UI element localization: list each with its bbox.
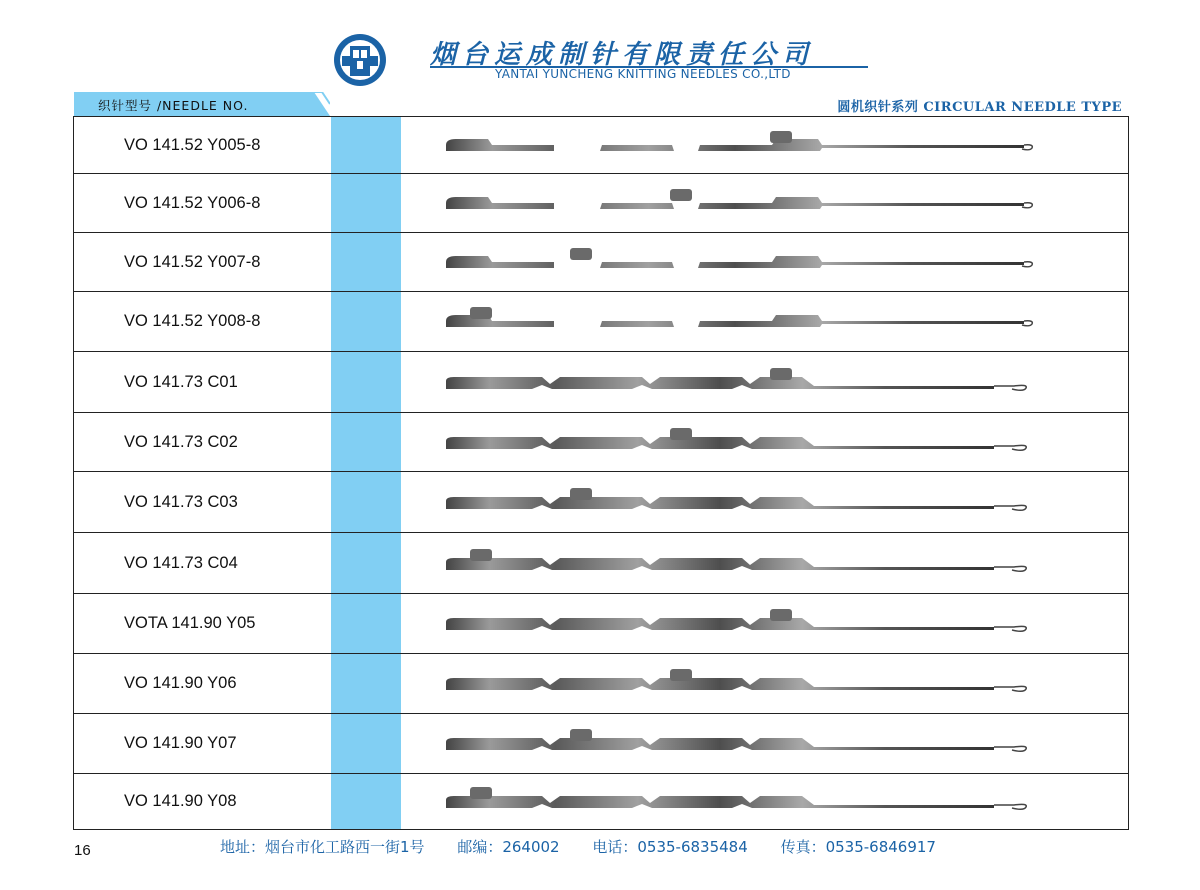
- column-header-tab: [74, 92, 330, 116]
- needle-table: [73, 116, 1129, 830]
- company-name-cn: 烟台运成制针有限责任公司: [430, 40, 815, 70]
- needle-model-label: VO 141.73 C02: [124, 432, 238, 451]
- needle-hook: [994, 626, 1026, 631]
- needle-body: [446, 796, 994, 808]
- needle-butt: [470, 787, 492, 799]
- needle-drawing: [442, 366, 1034, 396]
- needle-butt: [770, 609, 792, 621]
- page-number: 16: [74, 842, 91, 859]
- needle-hook: [994, 804, 1026, 809]
- needle-hook: [994, 385, 1026, 390]
- needle-hook: [994, 566, 1026, 571]
- needle-body: [446, 197, 1024, 209]
- company-logo: [332, 32, 388, 88]
- needle-body: [446, 437, 994, 449]
- needle-body: [446, 618, 994, 630]
- needle-drawing: [442, 547, 1034, 577]
- needle-model-label: VO 141.52 Y006-8: [124, 193, 261, 212]
- needle-model-label: VO 141.73 C04: [124, 553, 238, 572]
- fax-text: 传真：0535-6846917: [780, 838, 936, 856]
- needle-body: [446, 139, 1024, 151]
- needle-butt: [570, 729, 592, 741]
- needle-model-label: VO 141.90 Y07: [124, 734, 237, 752]
- needle-body: [446, 678, 994, 690]
- needle-drawing: [442, 246, 1034, 276]
- needle-body: [446, 256, 1024, 268]
- needle-body: [446, 738, 994, 750]
- contact-footer: [220, 836, 964, 857]
- needle-butt: [470, 549, 492, 561]
- needle-butt: [470, 307, 492, 319]
- needle-drawing: [442, 426, 1034, 456]
- phone-text: 电话：0535-6835484: [592, 838, 748, 856]
- table-row: [74, 413, 1128, 472]
- needle-model-label: VO 141.90 Y08: [124, 791, 237, 810]
- table-row: [74, 714, 1128, 774]
- table-row: [74, 117, 1128, 174]
- needle-body: [446, 558, 994, 570]
- table-row: [74, 654, 1128, 714]
- needle-drawing: [442, 607, 1034, 637]
- table-row: [74, 292, 1128, 352]
- needle-hook: [994, 686, 1026, 691]
- needle-body: [446, 315, 1024, 327]
- postcode-text: 邮编：264002: [457, 838, 560, 856]
- needle-hook: [994, 505, 1026, 510]
- needle-drawing: [442, 785, 1034, 815]
- needle-drawing: [442, 667, 1034, 697]
- needle-drawing: [442, 305, 1034, 335]
- needle-model-label: VOTA 141.90 Y05: [124, 614, 256, 632]
- table-row: [74, 533, 1128, 594]
- needle-drawing: [442, 486, 1034, 516]
- needle-butt: [670, 669, 692, 681]
- page-header: [0, 0, 1200, 92]
- needle-butt: [670, 189, 692, 201]
- table-row: [74, 594, 1128, 654]
- needle-butt: [770, 368, 792, 380]
- needle-model-label: VO 141.73 C01: [124, 372, 238, 391]
- needle-butt: [770, 131, 792, 143]
- needle-butt: [670, 428, 692, 440]
- needle-hook: [994, 445, 1026, 450]
- needle-hook: [994, 746, 1026, 751]
- table-row: [74, 774, 1128, 829]
- table-row: [74, 352, 1128, 413]
- needle-butt: [570, 488, 592, 500]
- table-row: [74, 233, 1128, 292]
- needle-model-label: VO 141.52 Y008-8: [124, 312, 261, 330]
- needle-drawing: [442, 727, 1034, 757]
- needle-drawing: [442, 129, 1034, 159]
- column-header-label: 织针型号 /NEEDLE NO.: [98, 98, 249, 113]
- needle-model-label: VO 141.52 Y007-8: [124, 252, 261, 271]
- company-name-en: YANTAI YUNCHENG KNITTING NEEDLES CO.,LTD: [495, 67, 791, 81]
- needle-model-label: VO 141.90 Y06: [124, 674, 237, 692]
- needle-butt: [570, 248, 592, 260]
- needle-model-label: VO 141.52 Y005-8: [124, 135, 261, 154]
- series-title: 圆机织针系列 CIRCULAR NEEDLE TYPE: [837, 100, 1122, 115]
- table-row: [74, 472, 1128, 533]
- needle-drawing: [442, 187, 1034, 217]
- needle-model-label: VO 141.73 C03: [124, 492, 238, 511]
- table-row: [74, 174, 1128, 233]
- needle-body: [446, 377, 994, 389]
- needle-body: [446, 497, 994, 509]
- address-text: 地址：烟台市化工路西一街1号: [220, 838, 425, 856]
